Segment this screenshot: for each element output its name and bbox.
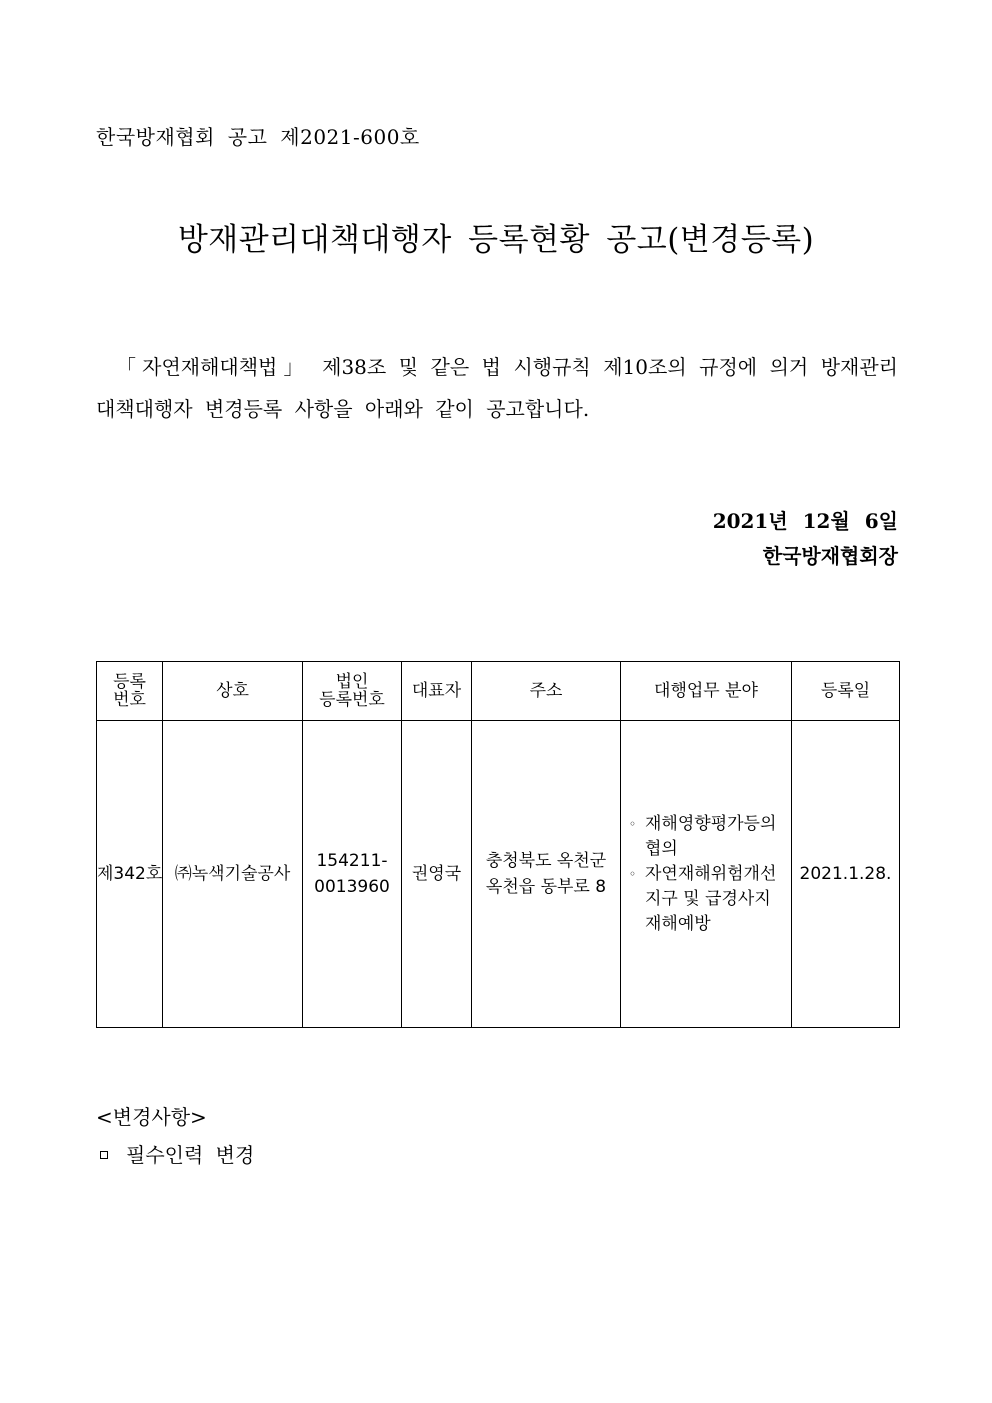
cell-reg-no: 제342호 bbox=[97, 721, 163, 1028]
header-corp-no-line: 등록번호 bbox=[319, 690, 385, 710]
signature-date: 2021년 12월 6일 bbox=[712, 509, 898, 533]
changes-item-text: 필수인력 변경 bbox=[126, 1143, 255, 1167]
cell-corp-no bbox=[303, 721, 402, 1028]
header-ceo: 대표자 bbox=[402, 662, 472, 721]
signature-name: 한국방재협회장 bbox=[762, 544, 898, 568]
cell-company: ㈜녹색기술공사 bbox=[163, 721, 303, 1028]
field-line: 자연재해위험개선 bbox=[645, 863, 777, 884]
body-line-1: 「자연재해대책법」 제38조 및 같은 법 시행규칙 제10조의 규정에 의거 방재관리 bbox=[116, 355, 898, 379]
header-reg-date: 등록일 bbox=[792, 662, 900, 721]
corp-no-line: 154211- bbox=[316, 851, 388, 871]
fields-list bbox=[623, 812, 789, 937]
header-corp-no-line: 법인 bbox=[335, 672, 369, 692]
corp-no-line: 0013960 bbox=[314, 877, 390, 897]
cell-fields bbox=[621, 721, 792, 1028]
address-line: 옥천읍 동부로 8 bbox=[485, 877, 607, 897]
changes-header: <변경사항> bbox=[96, 1105, 207, 1129]
header-corp-no bbox=[303, 662, 402, 721]
field-line: 지구 및 급경사지 bbox=[645, 888, 771, 909]
header-reg-no-line: 번호 bbox=[113, 690, 146, 710]
header-address: 주소 bbox=[472, 662, 621, 721]
header-fields: 대행업무 분야 bbox=[621, 662, 792, 721]
field-line: 재해영향평가등의 bbox=[645, 813, 777, 834]
field-line: 협의 bbox=[645, 838, 678, 859]
cell-ceo: 권영국 bbox=[402, 721, 472, 1028]
document-title: 방재관리대책대행자 등록현황 공고(변경등록) bbox=[177, 222, 815, 258]
body-line-2: 대책대행자 변경등록 사항을 아래와 같이 공고합니다. bbox=[96, 397, 590, 421]
table-header-row bbox=[97, 662, 900, 721]
header-reg-no-line: 등록 bbox=[113, 672, 146, 692]
bullet-icon: ◦ bbox=[629, 816, 637, 831]
list-item bbox=[627, 862, 789, 937]
cell-address bbox=[472, 721, 621, 1028]
body-paragraph bbox=[96, 346, 898, 430]
header-company: 상호 bbox=[163, 662, 303, 721]
changes-item bbox=[100, 1139, 254, 1168]
square-bullet-icon bbox=[100, 1151, 108, 1159]
bullet-icon: ◦ bbox=[629, 866, 637, 881]
field-line: 재해예방 bbox=[645, 913, 711, 934]
address-line: 충청북도 옥천군 bbox=[485, 851, 607, 871]
registration-table bbox=[96, 661, 900, 1028]
header-reg-no bbox=[97, 662, 163, 721]
notice-number: 한국방재협회 공고 제2021-600호 bbox=[96, 125, 420, 149]
table-row bbox=[97, 721, 900, 1028]
list-item bbox=[627, 812, 789, 862]
cell-reg-date: 2021.1.28. bbox=[792, 721, 900, 1028]
